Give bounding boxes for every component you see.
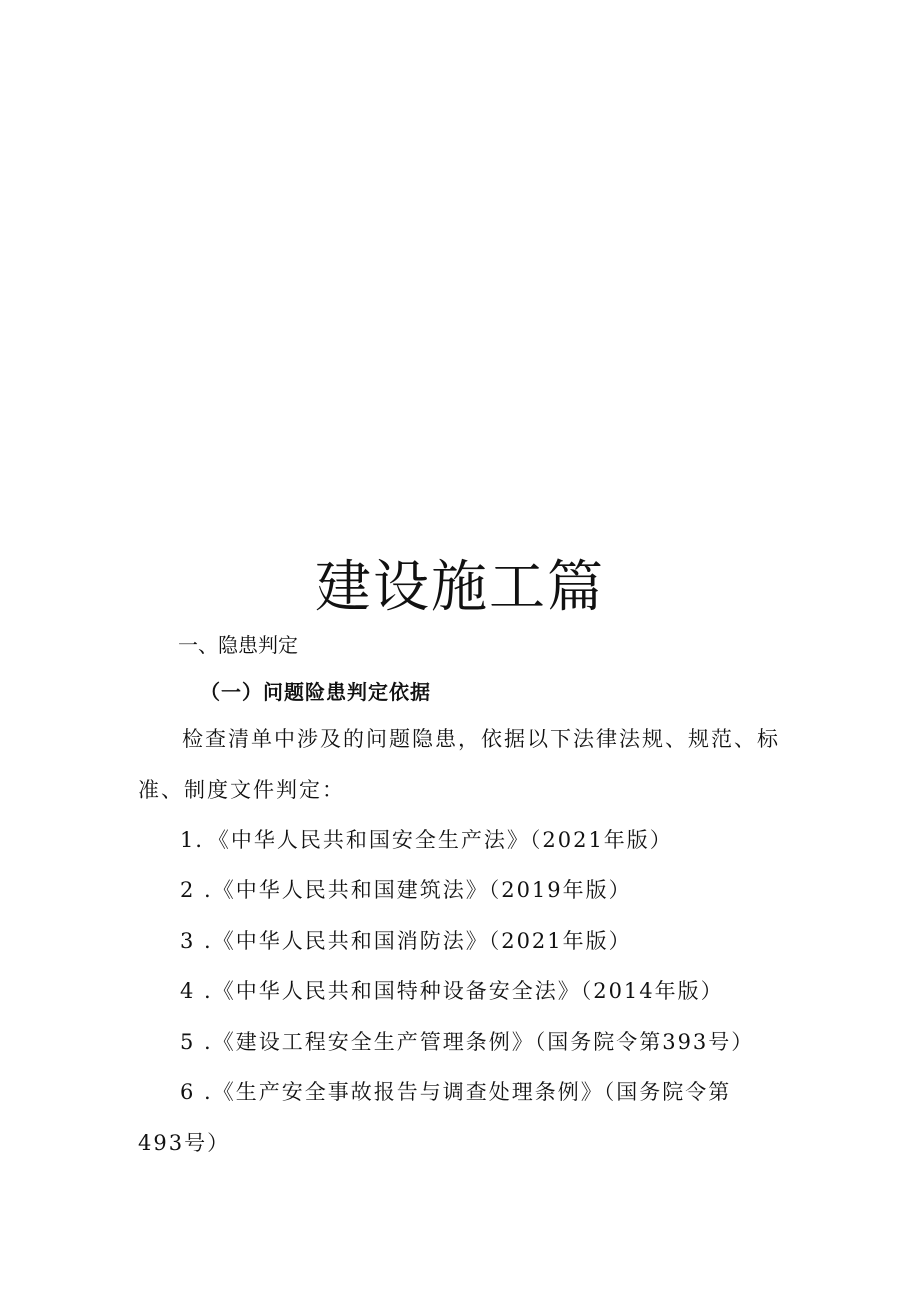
list-item: 6 .《生产安全事故报告与调查处理条例》（国务院令第 [180, 1080, 732, 1104]
intro-paragraph-line-1: 检查清单中涉及的问题隐患，依据以下法律法规、规范、标 [182, 727, 780, 751]
list-item: 5 .《建设工程安全生产管理条例》（国务院令第393号） [180, 1030, 755, 1054]
list-item: 2 .《中华人民共和国建筑法》（2019年版） [180, 878, 632, 902]
intro-paragraph-line-2: 准、制度文件判定： [138, 778, 345, 802]
list-item: 4 .《中华人民共和国特种设备安全法》（2014年版） [180, 979, 724, 1003]
list-item-continuation: 493号） [138, 1131, 231, 1155]
subsection-heading: （一）问题险患判定依据 [200, 680, 431, 704]
document-title: 建设施工篇 [315, 555, 605, 620]
list-item: 1．《中华人民共和国安全生产法》（2021年版） [180, 828, 673, 852]
list-item: 3 .《中华人民共和国消防法》（2021年版） [180, 929, 632, 953]
section-heading: 一、隐患判定 [178, 633, 298, 657]
